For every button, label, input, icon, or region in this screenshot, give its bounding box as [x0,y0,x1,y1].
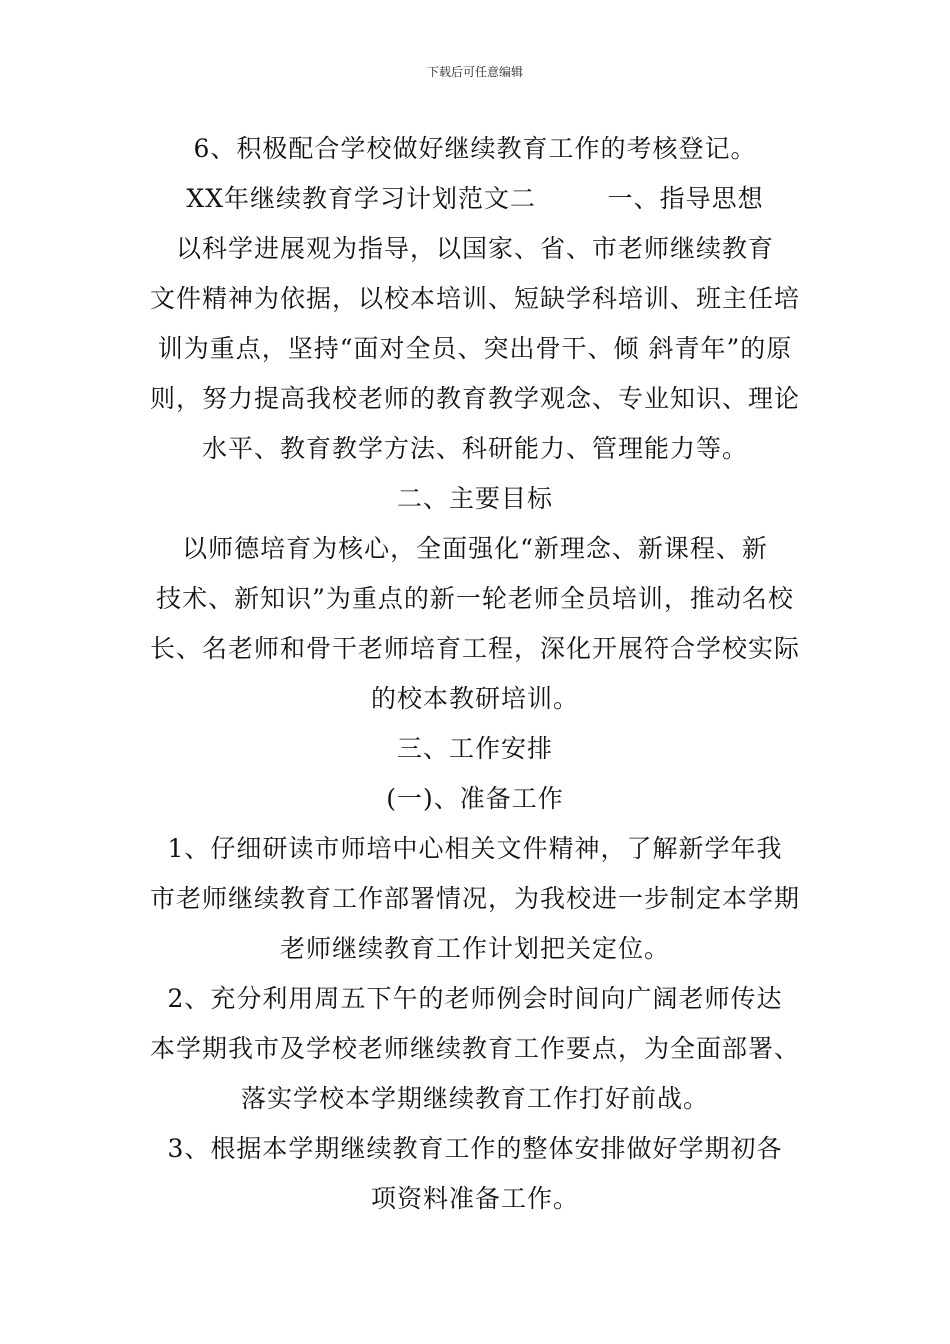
text-line: 项资料准备工作。 [370,1184,579,1213]
text-line: 落实学校本学期继续教育工作打好前战。 [240,1084,709,1113]
text-line: 水平、教育教学方法、科研能力、管理能力等。 [201,434,748,463]
page-header-note: 下载后可任意编辑 [426,65,523,79]
text-line: 则，努力提高我校老师的教育教学观念、专业知识、理论 [149,384,800,413]
text-line: 技术、新知识”为重点的新一轮老师全员培训，推动名校 [156,584,794,613]
text-line: 长、名老师和骨干老师培育工程，深化开展符合学校实际 [149,634,800,663]
text-line: 老师继续教育工作计划把关定位。 [279,934,670,963]
text-line: XX年继续教育学习计划范文二 一、指导思想 [186,184,764,213]
text-line: 训为重点，坚持“面对全员、突出骨干、倾 斜青年”的原 [157,334,793,363]
text-line: 的校本教研培训。 [370,684,579,713]
text-line: 6、积极配合学校做好继续教育工作的考核登记。 [193,134,757,163]
section-heading: 二、主要目标 [396,484,553,513]
text-line: 3、根据本学期继续教育工作的整体安排做好学期初各 [167,1134,783,1163]
section-heading: 三、工作安排 [396,734,553,763]
text-line: 本学期我市及学校老师继续教育工作要点，为全面部署、 [149,1034,800,1063]
text-line: 以师德培育为核心，全面强化“新理念、新课程、新 [182,534,768,563]
text-line: 1、仔细研读市师培中心相关文件精神，了解新学年我 [167,834,783,863]
text-line: 2、充分利用周五下午的老师例会时间向广阔老师传达 [167,984,783,1013]
subsection-heading: (一)、准备工作 [386,784,564,813]
text-line: 以科学进展观为指导，以国家、省、市老师继续教育 [175,234,774,263]
text-line: 文件精神为依据，以校本培训、短缺学科培训、班主任培 [149,284,800,313]
text-line: 市老师继续教育工作部署情况，为我校进一步制定本学期 [149,884,800,913]
